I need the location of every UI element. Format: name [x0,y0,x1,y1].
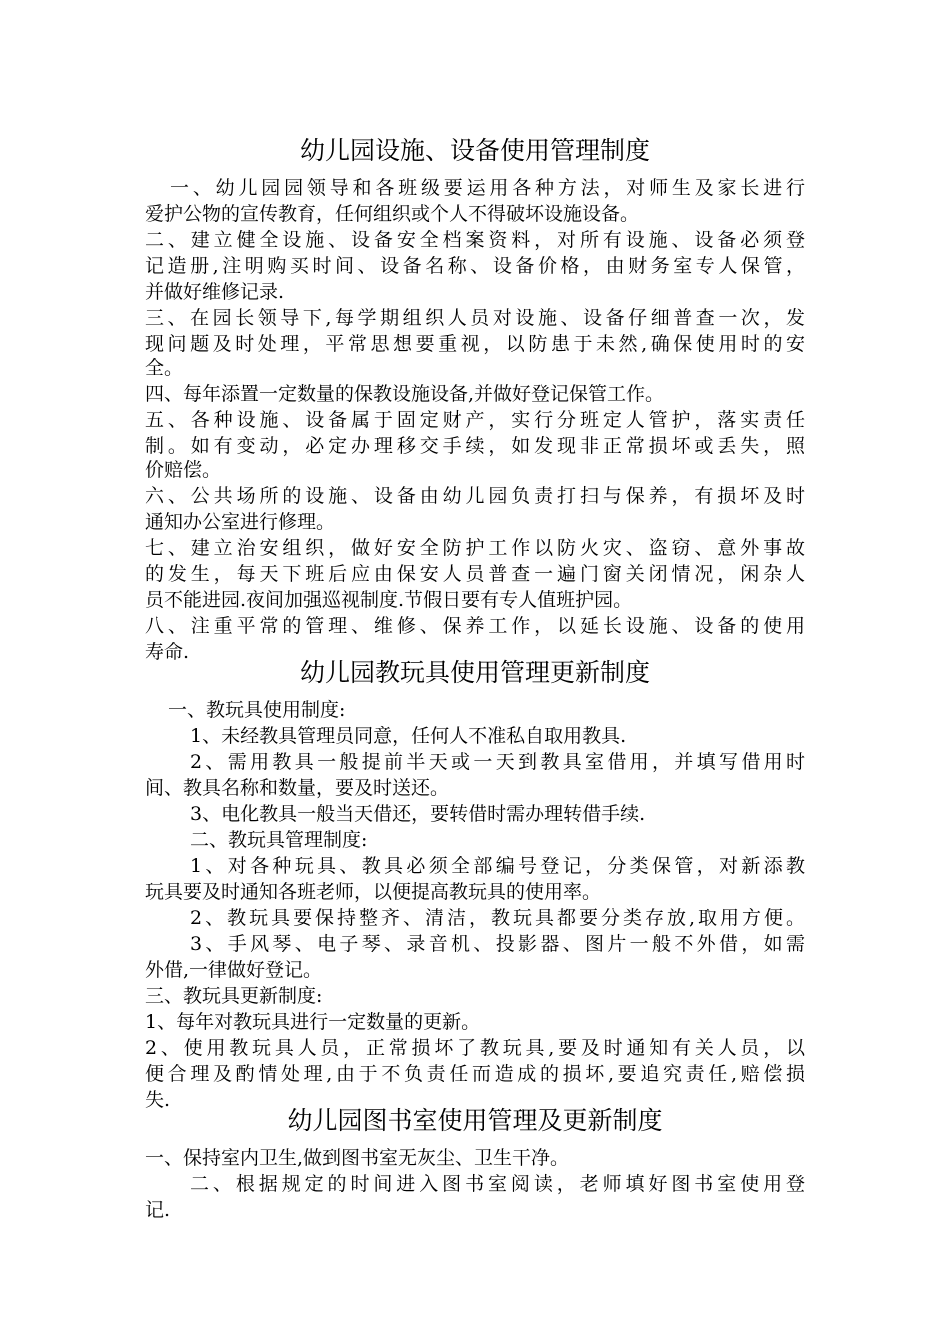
text-line: 一、教玩具使用制度: [168,699,346,721]
text-line: 五、各种设施、设备属于固定财产，实行分班定人管护，落实责任 [145,409,805,431]
text-line: 七、建立治安组织，做好安全防护工作以防火灾、盗窃、意外事故 [145,537,805,559]
text-line: 2、教玩具要保持整齐、清洁，教玩具都要分类存放,取用方便。 [190,907,805,929]
section-title: 幼儿园设施、设备使用管理制度 [299,136,650,165]
text-line: 二、建立健全设施、设备安全档案资料，对所有设施、设备必须登 [145,229,805,251]
text-line: 玩具要及时通知各班老师，以便提高教玩具的使用率。 [145,881,602,903]
text-line: 便合理及酌情处理,由于不负责任而造成的损坏,要追究责任,赔偿损 [145,1063,805,1085]
text-line: 一、保持室内卫生,做到图书室无灰尘、卫生干净。 [145,1147,570,1169]
text-line: 寿命. [145,641,190,663]
text-line: 3、手风琴、电子琴、录音机、投影器、图片一般不外借，如需 [190,933,805,955]
text-line: 并做好维修记录. [145,281,285,303]
text-line: 1、对各种玩具、教具必须全部编号登记，分类保管，对新添教 [190,855,805,877]
text-line: 记. [145,1199,171,1221]
text-line: 记造册,注明购买时间、设备名称、设备价格，由财务室专人保管， [145,255,805,277]
text-line: 三、在园长领导下,每学期组织人员对设施、设备仔细普查一次，发 [145,307,805,329]
text-line: 现问题及时处理，平常思想要重视，以防患于未然,确保使用时的安 [145,333,805,355]
text-line: 全。 [145,357,184,379]
text-line: 员不能进园.夜间加强巡视制度.节假日要有专人值班护园。 [145,589,633,611]
text-line: 1、每年对教玩具进行一定数量的更新。 [145,1011,481,1033]
text-line: 爱护公物的宣传教育，任何组织或个人不得破坏设施设备。 [145,203,640,225]
text-line: 1、未经教具管理员同意，任何人不准私自取用教具. [190,725,627,747]
text-line: 外借,一律做好登记。 [145,959,323,981]
text-line: 六、公共场所的设施、设备由幼儿园负责打扫与保养，有损坏及时 [145,485,805,507]
text-line: 失. [145,1089,171,1111]
text-line: 通知办公室进行修理。 [145,511,336,533]
text-line: 一、幼儿园园领导和各班级要运用各种方法，对师生及家长进行 [170,177,805,199]
text-line: 间、教具名称和数量，要及时送还。 [145,777,450,799]
text-line: 3、电化教具一般当天借还，要转借时需办理转借手续. [190,803,646,825]
text-line: 四、每年添置一定数量的保教设施设备,并做好登记保管工作。 [145,383,665,405]
text-line: 二、教玩具管理制度: [190,829,368,851]
text-line: 制。如有变动，必定办理移交手续，如发现非正常损坏或丢失，照 [145,435,805,457]
section-title: 幼儿园教玩具使用管理更新制度 [299,658,650,687]
section-title: 幼儿园图书室使用管理及更新制度 [287,1106,663,1135]
text-line: 三、教玩具更新制度: [145,985,323,1007]
text-line: 二、根据规定的时间进入图书室阅读，老师填好图书室使用登 [190,1173,805,1195]
text-line: 2、使用教玩具人员，正常损坏了教玩具,要及时通知有关人员，以 [145,1037,805,1059]
text-line: 八、注重平常的管理、维修、保养工作，以延长设施、设备的使用 [145,615,805,637]
text-line: 2、需用教具一般提前半天或一天到教具室借用，并填写借用时 [190,751,805,773]
text-line: 价赔偿。 [145,459,222,481]
text-line: 的发生，每天下班后应由保安人员普查一遍门窗关闭情况，闲杂人 [145,563,805,585]
